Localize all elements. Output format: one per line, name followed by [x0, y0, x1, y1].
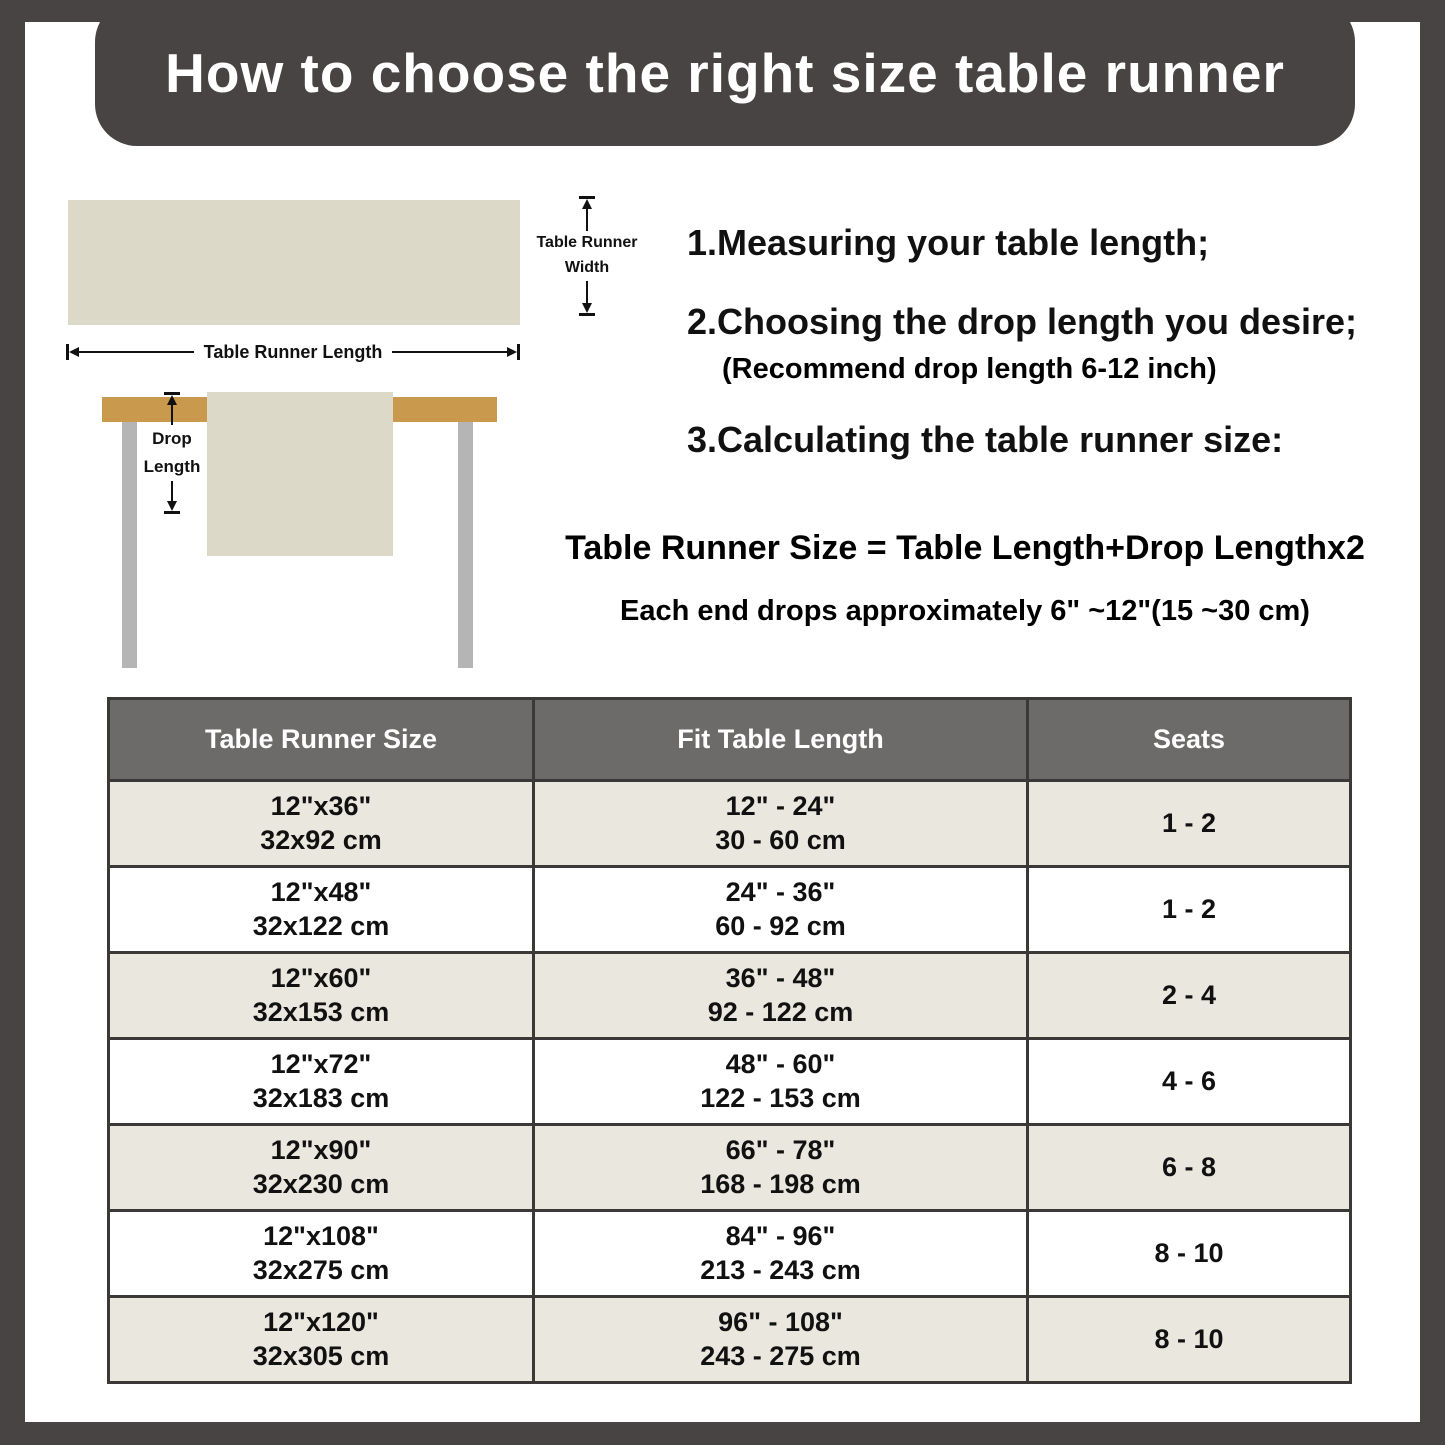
fit-cm: 213 - 243 cm	[700, 1254, 861, 1285]
size-inches: 12"x108"	[263, 1220, 379, 1251]
arrowhead-up	[167, 395, 177, 405]
fit-length-cell	[534, 1297, 1028, 1383]
fit-inches: 84" - 96"	[725, 1220, 836, 1251]
seats-cell: 4 - 6	[1028, 1039, 1351, 1125]
arrow-down-icon	[582, 281, 592, 313]
size-cm: 32x230 cm	[252, 1168, 390, 1199]
runner-top-view	[68, 200, 520, 325]
seats-cell: 6 - 8	[1028, 1125, 1351, 1211]
arrowhead-left	[69, 347, 79, 357]
size-inches: 12"x120"	[263, 1306, 379, 1337]
width-label-line1: Table Runner	[536, 234, 638, 251]
fit-length-cell	[534, 1211, 1028, 1297]
length-dimension	[66, 341, 520, 363]
drop-label-line2: Length	[143, 457, 201, 477]
size-cm: 32x153 cm	[252, 996, 390, 1027]
size-inches: 12"x72"	[270, 1048, 372, 1079]
step-2-text: 2.Choosing the drop length you desire;	[687, 301, 1358, 342]
step-3-text: 3.Calculating the table runner size:	[687, 419, 1284, 460]
runner-size-cell	[109, 867, 534, 953]
fit-length-cell	[534, 1125, 1028, 1211]
seats-cell: 8 - 10	[1028, 1297, 1351, 1383]
fit-length-cell	[534, 953, 1028, 1039]
size-inches: 12"x90"	[270, 1134, 372, 1165]
runner-size-cell	[109, 1211, 534, 1297]
runner-size-cell	[109, 1039, 534, 1125]
fit-inches: 66" - 78"	[725, 1134, 836, 1165]
fit-length-cell	[534, 1039, 1028, 1125]
arrow-up-icon	[582, 199, 592, 231]
header-seats: Seats	[1028, 699, 1351, 781]
size-inches: 12"x60"	[270, 962, 372, 993]
seats-cell: 1 - 2	[1028, 867, 1351, 953]
arrow-shaft	[586, 209, 588, 231]
arrow-shaft	[171, 481, 173, 501]
arrow-down-icon	[167, 481, 177, 511]
arrow-shaft	[392, 351, 507, 353]
fit-cm: 243 - 275 cm	[700, 1340, 861, 1371]
table-leg-right	[458, 422, 473, 668]
drop-length-dimension	[112, 392, 232, 538]
table-row	[109, 1039, 1351, 1125]
table-row	[109, 1125, 1351, 1211]
header-fit-length: Fit Table Length	[534, 699, 1028, 781]
drop-label-line1: Drop	[152, 429, 192, 448]
page-title: How to choose the right size table runner	[165, 42, 1285, 104]
fit-cm: 60 - 92 cm	[715, 910, 846, 941]
table-row	[109, 1211, 1351, 1297]
seats-cell: 8 - 10	[1028, 1211, 1351, 1297]
arrow-up-icon	[167, 395, 177, 425]
fit-inches: 96" - 108"	[718, 1306, 843, 1337]
fit-inches: 12" - 24"	[725, 790, 836, 821]
table-row	[109, 781, 1351, 867]
runner-size-cell	[109, 781, 534, 867]
fit-length-cell	[534, 867, 1028, 953]
dimension-tick	[517, 344, 520, 360]
arrow-shaft	[171, 405, 173, 425]
seats-cell: 1 - 2	[1028, 781, 1351, 867]
fit-cm: 168 - 198 cm	[700, 1168, 861, 1199]
table-row	[109, 1297, 1351, 1383]
fit-length-cell	[534, 781, 1028, 867]
step-1-text: 1.Measuring your table length;	[687, 222, 1210, 263]
title-banner	[95, 0, 1355, 146]
runner-size-cell	[109, 953, 534, 1039]
size-cm: 32x183 cm	[252, 1082, 390, 1113]
size-formula: Table Runner Size = Table Length+Drop Lengthx2	[565, 529, 1365, 567]
size-chart-table	[107, 697, 1352, 1384]
size-cm: 32x92 cm	[260, 824, 382, 855]
size-inches: 12"x48"	[270, 876, 372, 907]
fit-cm: 30 - 60 cm	[715, 824, 846, 855]
fit-inches: 24" - 36"	[725, 876, 836, 907]
arrowhead-down	[582, 303, 592, 313]
arrowhead-down	[167, 501, 177, 511]
size-inches: 12"x36"	[270, 790, 372, 821]
arrow-shaft	[586, 281, 588, 303]
runner-side-view	[207, 392, 393, 556]
runner-size-cell	[109, 1297, 534, 1383]
dimension-tick	[164, 511, 180, 514]
arrowhead-up	[582, 199, 592, 209]
length-label: Table Runner Length	[203, 341, 383, 362]
table-row	[109, 953, 1351, 1039]
dimension-tick	[579, 313, 595, 316]
fit-cm: 122 - 153 cm	[700, 1082, 861, 1113]
header-runner-size: Table Runner Size	[109, 699, 534, 781]
arrowhead-right	[507, 347, 517, 357]
seats-cell: 2 - 4	[1028, 953, 1351, 1039]
table-header-row	[109, 699, 1351, 781]
width-label-line2: Width	[564, 258, 610, 276]
runner-size-cell	[109, 1125, 534, 1211]
step-2-note: (Recommend drop length 6-12 inch)	[722, 353, 1217, 385]
fit-cm: 92 - 122 cm	[707, 996, 854, 1027]
size-cm: 32x305 cm	[252, 1340, 390, 1371]
fit-inches: 36" - 48"	[725, 962, 836, 993]
width-dimension	[512, 196, 662, 328]
size-cm: 32x122 cm	[252, 910, 390, 941]
table-row	[109, 867, 1351, 953]
arrow-shaft	[79, 351, 194, 353]
fit-inches: 48" - 60"	[725, 1048, 836, 1079]
size-cm: 32x275 cm	[252, 1254, 390, 1285]
drop-note: Each end drops approximately 6" ~12"(15 ~30 cm)	[620, 595, 1310, 627]
